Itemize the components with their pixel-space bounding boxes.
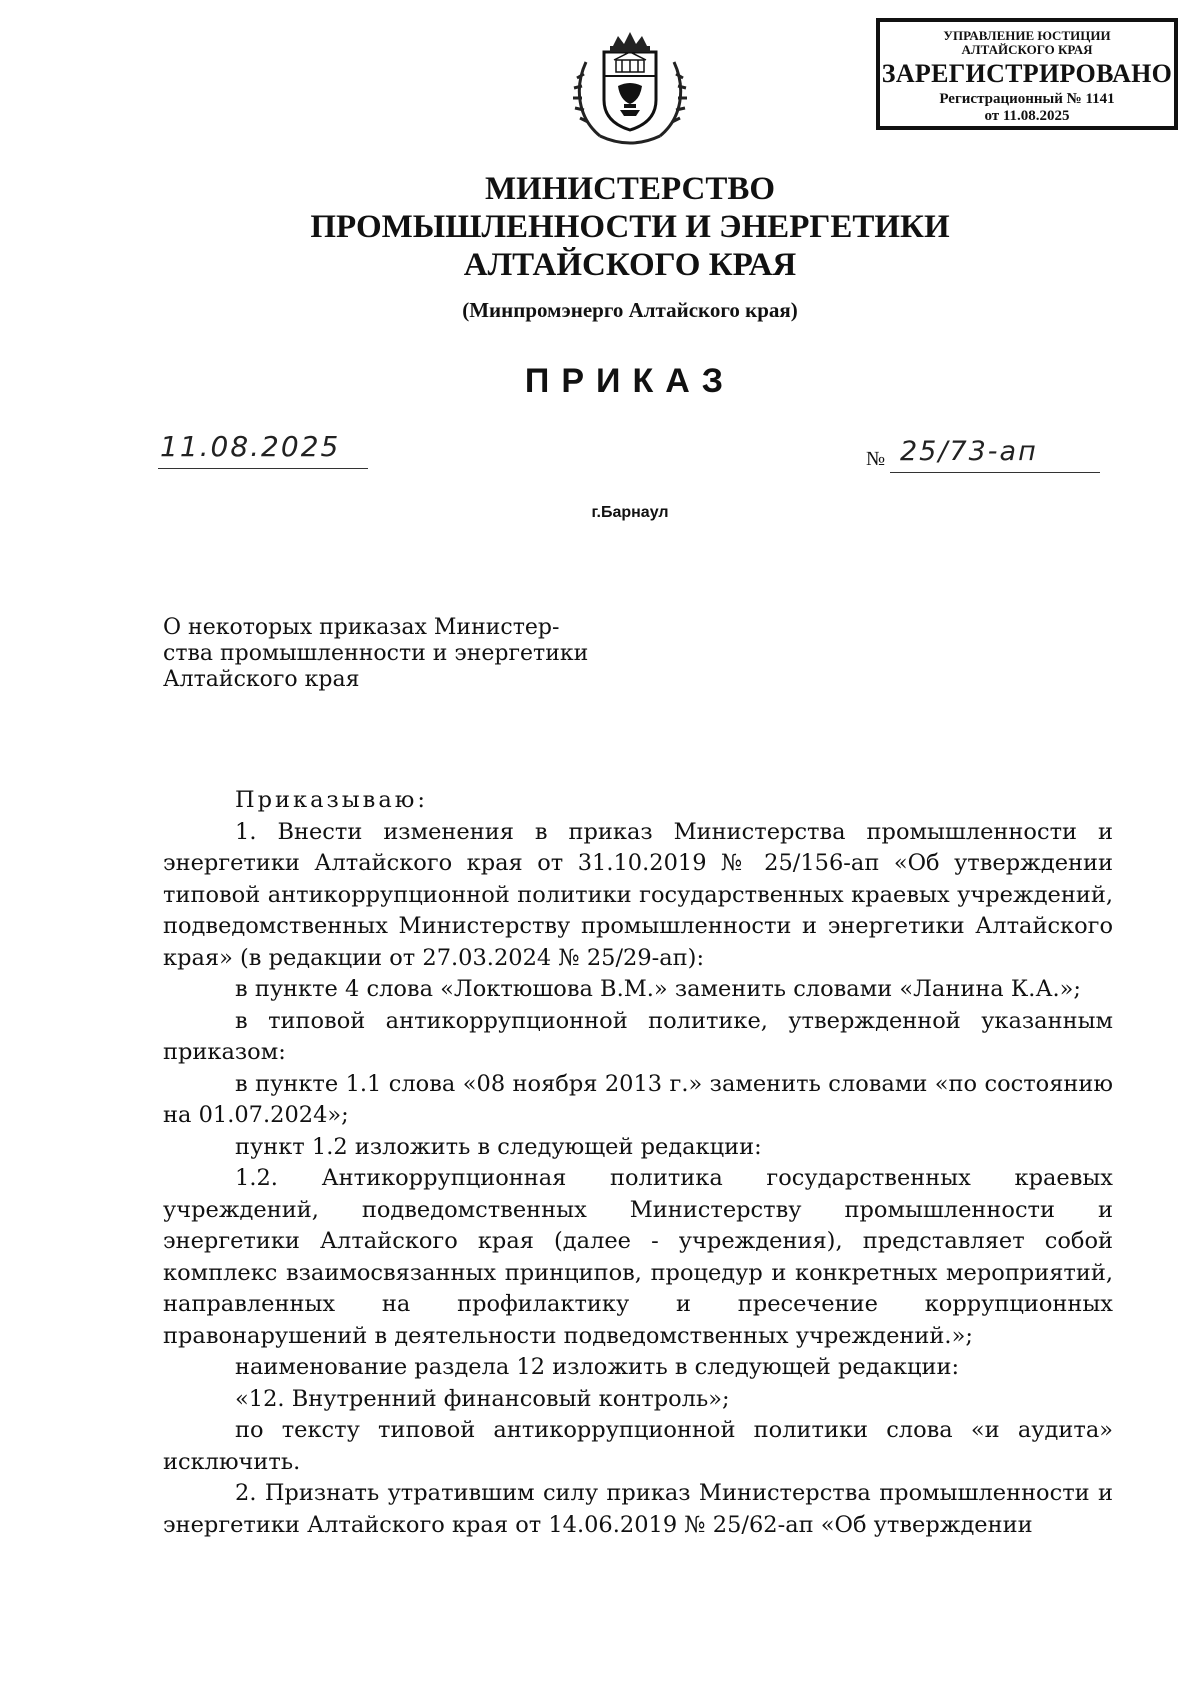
document-date: 11.08.2025 [160,430,341,463]
body-paragraph: в пункте 4 слова «Локтюшова В.М.» заменить словами «Ланина К.А.»; [235,976,1081,1002]
registration-stamp [876,18,1178,130]
document-city: г.Барнаул [591,504,669,521]
body-paragraph: по тексту типовой антикоррупционной политики слова «и аудита» исключить. [163,1417,1113,1475]
subject-line1: О некоторых приказах Министер- [163,615,560,640]
ministry-line3: АЛТАЙСКОГО КРАЯ [463,247,797,283]
body-paragraph: 1.2. Антикоррупционная политика государственных краевых учреждений, подведомственных Министерству промышленности и энергетики Алтайского края (далее - учреждения), представляет собой комплекс взаимосвязанных принципов, процедур и конкретных мероприятий, направленных на профилактику и пресечение коррупционных правонарушений в деятельности подведомственных учреждений.»; [163,1165,1113,1349]
document-type: ПРИКАЗ [524,362,736,400]
document-number: 25/73-ап [900,436,1038,467]
stamp-organization [880,29,1174,57]
body-paragraph: 1. Внести изменения в приказ Министерства промышленности и энергетики Алтайского края от 31.10.2019 № 25/156-ап «Об утверждении типовой антикоррупционной политики государственных краевых учреждений, подведомственных Министерству промышленности и энергетики Алтайского края» (в редакции от 27.03.2024 № 25/29-ап): [163,818,1113,971]
body-paragraph: в пункте 1.1 слова «08 ноября 2013 г.» заменить словами «по состоянию на 01.07.2024»; [163,1070,1113,1128]
body-paragraph: «12. Внутренний финансовый контроль»; [235,1385,730,1412]
ministry-line2: ПРОМЫШЛЕННОСТИ И ЭНЕРГЕТИКИ [310,209,950,245]
stamp-reg-date: от 11.08.2025 [984,108,1070,124]
body-paragraph: в типовой антикоррупционной политике, утвержденной указанным приказом: [163,1007,1113,1065]
body-paragraph: 2. Признать утратившим силу приказ Министерства промышленности и энергетики Алтайского края от 14.06.2019 № 25/62-ап «Об утверждении [163,1480,1113,1538]
subject-line3: Алтайского края [163,667,360,692]
stamp-org-line1: УПРАВЛЕНИЕ ЮСТИЦИИ [943,28,1111,43]
stamp-registered-label: ЗАРЕГИСТРИРОВАНО [881,59,1173,88]
ministry-short-name: (Минпромэнерго Алтайского края) [462,298,798,322]
ministry-line1: МИНИСТЕРСТВО [484,171,776,207]
body-paragraph: наименование раздела 12 изложить в следующей редакции: [235,1354,960,1380]
document-subject [163,615,613,693]
number-label: № [866,448,886,470]
coat-of-arms-icon [560,18,700,158]
stamp-registration-details [880,91,1174,125]
stamp-org-line2: АЛТАЙСКОГО КРАЯ [961,42,1093,57]
stamp-reg-number: Регистрационный № 1141 [939,91,1115,107]
subject-line2: ства промышленности и энергетики [163,641,589,666]
body-paragraph: Приказываю: [235,787,428,813]
document-body [163,785,1113,1541]
body-paragraph: пункт 1.2 изложить в следующей редакции: [235,1133,762,1160]
ministry-name [300,170,960,284]
